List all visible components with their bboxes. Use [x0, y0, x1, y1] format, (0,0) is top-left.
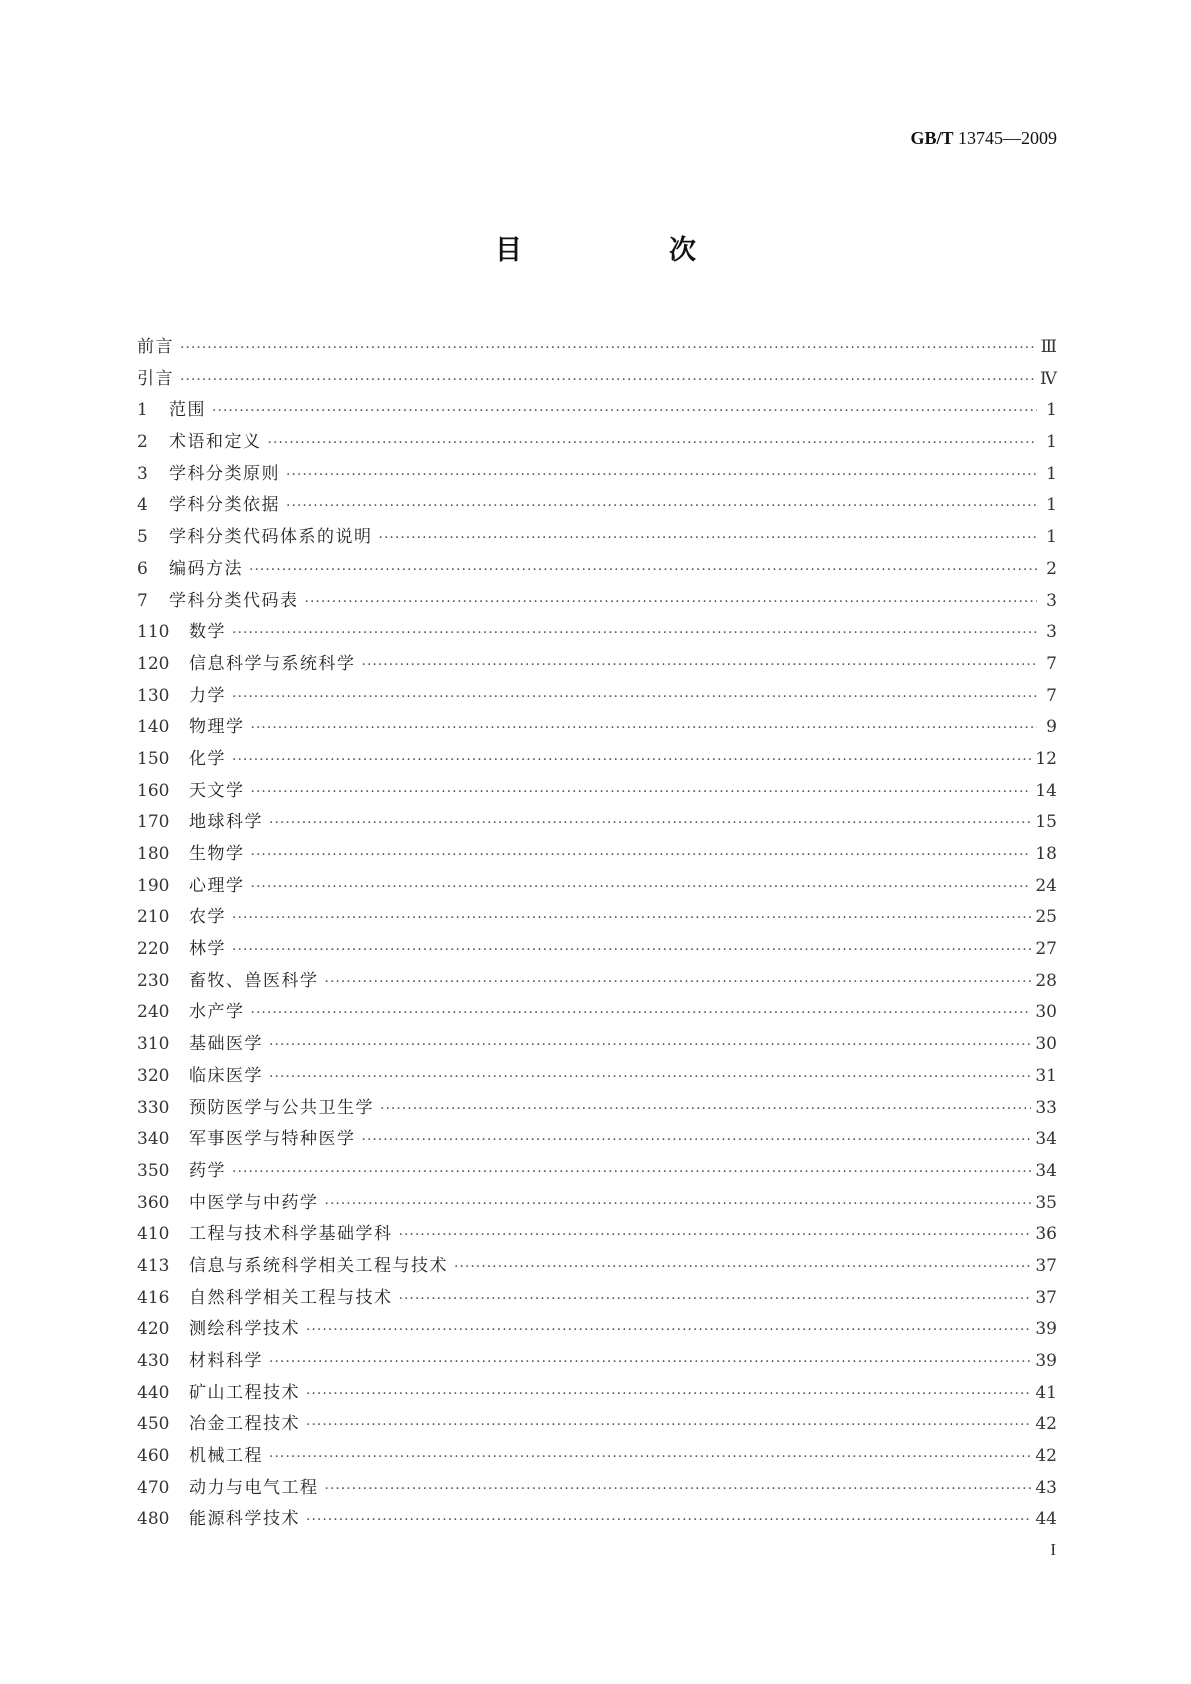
- toc-dot-leader: [286, 460, 1037, 492]
- toc-dot-leader: [306, 1410, 1031, 1442]
- toc-entry-page: 42: [1035, 1414, 1057, 1435]
- toc-entry-number: 2: [137, 432, 148, 453]
- toc-dot-leader: [306, 1505, 1031, 1537]
- toc-entry[interactable]: [137, 649, 1057, 681]
- toc-entry-number: 330: [137, 1097, 170, 1118]
- toc-entry-number: 210: [137, 907, 170, 928]
- toc-dot-leader: [232, 903, 1031, 935]
- toc-dot-leader: [454, 1252, 1031, 1284]
- toc-entry-number: 130: [137, 685, 170, 706]
- toc-entry-title: 物理学: [189, 717, 245, 738]
- toc-entry-page: 41: [1035, 1382, 1057, 1403]
- toc-dot-leader: [269, 1347, 1031, 1379]
- toc-entry-page: 15: [1035, 812, 1057, 833]
- toc-entry[interactable]: [137, 1188, 1057, 1220]
- toc-entry-page: 3: [1046, 590, 1057, 611]
- toc-entry[interactable]: [137, 554, 1057, 586]
- toc-entry[interactable]: [137, 871, 1057, 903]
- toc-entry-page: Ⅳ: [1040, 368, 1057, 389]
- toc-entry-page: 37: [1035, 1255, 1057, 1276]
- toc-entry[interactable]: [137, 1378, 1057, 1410]
- toc-entry-page: 30: [1035, 1002, 1057, 1023]
- toc-entry-number: 413: [137, 1255, 170, 1276]
- toc-entry-number: 220: [137, 939, 170, 960]
- toc-entry-page: 7: [1046, 653, 1057, 674]
- toc-dot-leader: [269, 808, 1031, 840]
- toc-entry[interactable]: [137, 364, 1057, 396]
- toc-entry-number: 180: [137, 844, 170, 864]
- toc-entry-title: 农学: [189, 907, 226, 928]
- toc-entry-title: 数学: [189, 622, 226, 643]
- toc-entry-title: 水产学: [189, 1002, 245, 1023]
- standard-number: [910, 128, 1057, 149]
- toc-entry-number: 150: [137, 748, 170, 769]
- toc-dot-leader: [306, 1315, 1031, 1347]
- toc-dot-leader: [232, 1157, 1031, 1189]
- toc-entry-title: 范围: [169, 400, 206, 421]
- toc-entry-page: Ⅲ: [1040, 337, 1057, 357]
- toc-entry-page: 39: [1035, 1319, 1057, 1340]
- toc-dot-leader: [269, 1062, 1031, 1094]
- toc-entry-title: 军事医学与特种医学: [189, 1129, 356, 1150]
- toc-entry-title: 材料科学: [189, 1351, 263, 1371]
- toc-entry-page: 24: [1035, 875, 1057, 896]
- toc-entry[interactable]: [137, 902, 1057, 934]
- toc-entry-title: 化学: [189, 748, 226, 769]
- toc-entry-number: 480: [137, 1509, 170, 1530]
- toc-entry[interactable]: [137, 459, 1057, 491]
- toc-entry-page: 1: [1046, 400, 1057, 421]
- toc-dot-leader: [251, 713, 1038, 745]
- toc-entry-title: 前言: [137, 337, 174, 357]
- toc-dot-leader: [232, 745, 1031, 777]
- standard-code: GB/T: [910, 128, 954, 148]
- toc-dot-leader: [232, 618, 1037, 650]
- toc-dot-leader: [180, 333, 1037, 365]
- toc-entry[interactable]: [137, 490, 1057, 522]
- standard-year-number: 13745—2009: [958, 128, 1057, 148]
- toc-dot-leader: [249, 555, 1037, 587]
- toc-entry-title: 中医学与中药学: [189, 1192, 319, 1213]
- toc-dot-leader: [306, 1379, 1031, 1411]
- toc-dot-leader: [251, 872, 1032, 904]
- toc-entry-page: 35: [1035, 1192, 1057, 1213]
- toc-dot-leader: [251, 777, 1032, 809]
- toc-entry[interactable]: [137, 586, 1057, 618]
- toc-entry[interactable]: [137, 1283, 1057, 1315]
- toc-entry-title: 机械工程: [189, 1446, 263, 1467]
- toc-entry-page: 25: [1035, 907, 1057, 928]
- toc-entry[interactable]: [137, 934, 1057, 966]
- toc-entry-title: 能源科学技术: [189, 1509, 300, 1530]
- toc-entry-title: 术语和定义: [169, 432, 262, 453]
- toc-entry-page: 1: [1046, 495, 1057, 516]
- toc-entry-number: 440: [137, 1382, 170, 1403]
- toc-entry-number: 6: [137, 558, 148, 579]
- toc-entry[interactable]: [137, 522, 1057, 554]
- toc-entry-page: 30: [1035, 1034, 1057, 1055]
- toc-entry[interactable]: [137, 744, 1057, 776]
- toc-entry-page: 1: [1046, 463, 1057, 484]
- toc-dot-leader: [269, 1442, 1031, 1474]
- toc-entry-page: 33: [1035, 1097, 1057, 1118]
- toc-entry[interactable]: [137, 332, 1057, 364]
- toc-entry-title: 心理学: [189, 875, 245, 896]
- toc-entry-number: 460: [137, 1446, 170, 1467]
- toc-entry-title: 预防医学与公共卫生学: [189, 1097, 374, 1118]
- toc-entry[interactable]: [137, 1504, 1057, 1536]
- toc-entry[interactable]: [137, 427, 1057, 459]
- toc-entry-title: 畜牧、兽医科学: [189, 970, 319, 991]
- toc-dot-leader: [362, 1125, 1032, 1157]
- toc-entry-title: 自然科学相关工程与技术: [189, 1287, 393, 1308]
- toc-entry-page: 44: [1035, 1509, 1057, 1530]
- toc-entry-title: 编码方法: [169, 558, 243, 579]
- toc-entry-number: 430: [137, 1351, 170, 1371]
- toc-entry[interactable]: [137, 1473, 1057, 1505]
- toc-entry-number: 420: [137, 1319, 170, 1340]
- toc-entry-number: 320: [137, 1065, 170, 1086]
- toc-entry[interactable]: [137, 997, 1057, 1029]
- toc-entry-title: 林学: [189, 939, 226, 960]
- toc-entry-number: 120: [137, 653, 170, 674]
- toc-entry-title: 学科分类代码体系的说明: [169, 527, 373, 548]
- toc-entry-page: 43: [1035, 1477, 1057, 1498]
- toc-entry-number: 230: [137, 970, 170, 991]
- toc-entry-page: 1: [1046, 432, 1057, 453]
- toc-entry-title: 基础医学: [189, 1034, 263, 1055]
- toc-entry-title: 学科分类依据: [169, 495, 280, 516]
- toc-dot-leader: [212, 396, 1037, 428]
- toc-entry-page: 39: [1035, 1351, 1057, 1371]
- toc-entry[interactable]: [137, 1314, 1057, 1346]
- toc-entry-number: 140: [137, 717, 170, 738]
- toc-entry-title: 生物学: [189, 844, 245, 864]
- toc-entry-page: 18: [1035, 844, 1057, 864]
- toc-entry-title: 动力与电气工程: [189, 1477, 319, 1498]
- toc-entry-number: 4: [137, 495, 148, 516]
- toc-entry[interactable]: [137, 1124, 1057, 1156]
- toc-entry[interactable]: [137, 776, 1057, 808]
- toc-entry[interactable]: [137, 1409, 1057, 1441]
- toc-entry[interactable]: [137, 1346, 1057, 1378]
- toc-dot-leader: [399, 1284, 1032, 1316]
- toc-dot-leader: [269, 1030, 1031, 1062]
- toc-entry[interactable]: [137, 1061, 1057, 1093]
- toc-entry[interactable]: [137, 1441, 1057, 1473]
- toc-entry-page: 1: [1046, 527, 1057, 548]
- toc-entry-page: 27: [1035, 939, 1057, 960]
- toc-entry-number: 310: [137, 1034, 170, 1055]
- toc-entry-page: 37: [1035, 1287, 1057, 1308]
- toc-entry-number: 350: [137, 1160, 170, 1181]
- toc-entry-page: 12: [1035, 748, 1057, 769]
- toc-dot-leader: [399, 1220, 1032, 1252]
- toc-entry-title: 工程与技术科学基础学科: [189, 1224, 393, 1245]
- toc-entry-page: 28: [1035, 970, 1057, 991]
- toc-entry-title: 临床医学: [189, 1065, 263, 1086]
- toc-entry[interactable]: [137, 1251, 1057, 1283]
- toc-entry-page: 9: [1046, 717, 1057, 738]
- toc-dot-leader: [180, 365, 1036, 397]
- toc-entry-number: 7: [137, 590, 148, 611]
- toc-dot-leader: [268, 428, 1038, 460]
- toc-entry[interactable]: [137, 395, 1057, 427]
- toc-dot-leader: [232, 682, 1037, 714]
- toc-dot-leader: [325, 1474, 1032, 1506]
- table-of-contents: [137, 332, 1057, 1536]
- toc-dot-leader: [305, 587, 1038, 619]
- toc-dot-leader: [325, 1189, 1032, 1221]
- toc-entry-title: 信息与系统科学相关工程与技术: [189, 1255, 448, 1276]
- toc-entry-page: 7: [1046, 685, 1057, 706]
- toc-entry-title: 信息科学与系统科学: [189, 653, 356, 674]
- toc-entry-number: 416: [137, 1287, 170, 1308]
- toc-entry-number: 3: [137, 463, 148, 484]
- toc-entry-number: 410: [137, 1224, 170, 1245]
- toc-entry-title: 学科分类原则: [169, 463, 280, 484]
- toc-entry[interactable]: [137, 839, 1057, 871]
- toc-dot-leader: [379, 523, 1038, 555]
- toc-entry-number: 110: [137, 622, 170, 643]
- toc-entry[interactable]: [137, 807, 1057, 839]
- toc-entry-number: 450: [137, 1414, 170, 1435]
- toc-entry-page: 34: [1035, 1129, 1057, 1150]
- toc-entry-title: 天文学: [189, 780, 245, 801]
- toc-entry-number: 360: [137, 1192, 170, 1213]
- toc-entry-page: 14: [1035, 780, 1057, 801]
- toc-dot-leader: [251, 840, 1032, 872]
- toc-entry-number: 170: [137, 812, 170, 833]
- toc-entry-number: 160: [137, 780, 170, 801]
- toc-entry[interactable]: [137, 681, 1057, 713]
- toc-entry-title: 引言: [137, 368, 174, 389]
- toc-entry[interactable]: [137, 1029, 1057, 1061]
- toc-entry-title: 力学: [189, 685, 226, 706]
- toc-entry-number: 240: [137, 1002, 170, 1023]
- toc-entry-page: 36: [1035, 1224, 1057, 1245]
- toc-entry-number: 190: [137, 875, 170, 896]
- toc-dot-leader: [380, 1094, 1031, 1126]
- toc-entry-number: 470: [137, 1477, 170, 1498]
- toc-dot-leader: [362, 650, 1038, 682]
- toc-entry-title: 学科分类代码表: [169, 590, 299, 611]
- page-number: I: [1050, 1540, 1056, 1559]
- toc-entry[interactable]: [137, 1219, 1057, 1251]
- toc-dot-leader: [325, 967, 1032, 999]
- toc-entry[interactable]: [137, 966, 1057, 998]
- toc-dot-leader: [286, 491, 1037, 523]
- toc-entry[interactable]: [137, 712, 1057, 744]
- toc-dot-leader: [251, 998, 1032, 1030]
- toc-entry-page: 31: [1035, 1065, 1057, 1086]
- toc-entry-page: 3: [1046, 622, 1057, 643]
- toc-entry-number: 340: [137, 1129, 170, 1150]
- toc-entry-title: 测绘科学技术: [189, 1319, 300, 1340]
- toc-entry[interactable]: [137, 617, 1057, 649]
- toc-entry[interactable]: [137, 1093, 1057, 1125]
- toc-entry-title: 矿山工程技术: [189, 1382, 300, 1403]
- toc-entry-page: 42: [1035, 1446, 1057, 1467]
- toc-entry-title: 地球科学: [189, 812, 263, 833]
- toc-dot-leader: [232, 935, 1031, 967]
- toc-entry-number: 5: [137, 527, 148, 548]
- toc-entry-number: 1: [137, 400, 148, 421]
- toc-entry-title: 药学: [189, 1160, 226, 1181]
- toc-entry[interactable]: [137, 1156, 1057, 1188]
- toc-entry-page: 34: [1035, 1160, 1057, 1181]
- page-title: 目 次: [495, 235, 756, 266]
- toc-entry-page: 2: [1046, 558, 1057, 579]
- toc-entry-title: 冶金工程技术: [189, 1414, 300, 1435]
